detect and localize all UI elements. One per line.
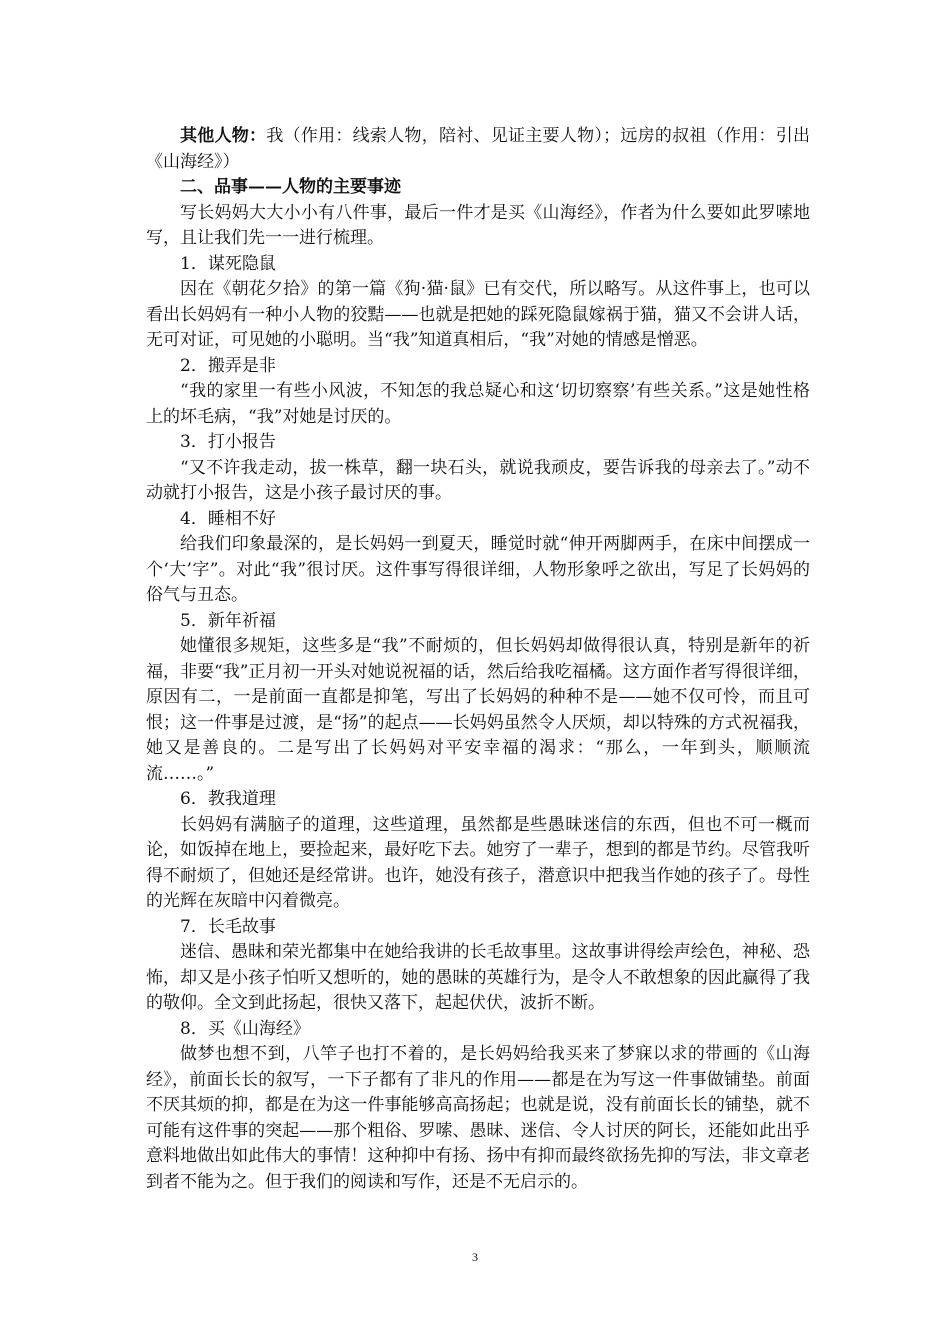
item-title: 3．打小报告 (180, 432, 276, 452)
item-title: 1．谋死隐鼠 (180, 253, 276, 274)
item-title: 8．买《山海经》 (180, 1018, 310, 1039)
page-number: 3 (472, 1250, 478, 1264)
item-paragraph: 因在《朝花夕拾》的第一篇《狗·猫·鼠》已有交代，所以略写。从这件事上，也可以看出长妈妈有一种小人物的狡黠——也就是把她的踩死隐鼠嫁祸于猫，猫又不会讲人话，无可对证，可见她的小聪明。当“我”知道真相后，“我”对她的情感是憎恶。 (146, 279, 810, 350)
item-title: 6．教我道理 (180, 789, 276, 809)
item-paragraph: 给我们印象最深的，是长妈妈一到夏天，睡觉时就“伸开两脚两手，在床中间摆成一个‘大’字”。对此“我”很讨厌。这件事写得很详细，人物形象呼之欲出，写足了长妈妈的俗气与丑态。 (146, 534, 810, 605)
item-title: 4．睡相不好 (180, 508, 276, 529)
intro-paragraph: 写长妈妈大大小小有八件事，最后一件才是买《山海经》，作者为什么要如此罗嗦地写，且让我们先一一进行梳理。 (146, 202, 810, 248)
section-heading: 二、品事——人物的主要事迹 (180, 177, 401, 197)
item-paragraph: “又不许我走动，拔一株草，翻一块石头，就说我顽皮，要告诉我的母亲去了。”动不动就打小报告，这是小孩子最讨厌的事。 (146, 457, 810, 503)
item-paragraph: “我的家里一有些小风波，不知怎的我总疑心和这‘切切察察’有些关系。”这是她性格上的坏毛病，“我”对她是讨厌的。 (146, 381, 810, 427)
item-title: 2．搬弄是非 (180, 355, 276, 376)
item-paragraph: 她懂很多规矩，这些多是“我”不耐烦的，但长妈妈却做得很认真，特别是新年的祈福，非要“我”正月初一开头对她说祝福的话，然后给我吃福橘。这方面作者写得很详细，原因有二，一是前面一直都是抑笔，写出了长妈妈的种种不是——她不仅可怜，而且可恨；这一件事是过渡，是“扬”的起点——长妈妈虽然令人厌烦，却以特殊的方式祝福我，她又是善良的。二是写出了长妈妈对平安幸福的渴求：“那么，一年到头，顺顺流流……。” (146, 636, 810, 784)
other-characters-text: 我（作用：线索人物，陪衬、见证主要人物）；远房的叔祖（作用：引出《山海经》） (146, 126, 811, 172)
item-title: 7．长毛故事 (180, 916, 276, 937)
item-paragraph: 长妈妈有满脑子的道理，这些道理，虽然都是些愚昧迷信的东西，但也不可一概而论，如饭掉在地上，要捡起来，最好吃下去。她穷了一辈子，想到的都是节约。尽管我听得不耐烦了，但她还是经常讲。也许，她没有孩子，潜意识中把我当作她的孩子了。母性的光辉在灰暗中闪着微亮。 (146, 814, 810, 911)
item-paragraph: 做梦也想不到，八竿子也打不着的，是长妈妈给我买来了梦寐以求的带画的《山海经》，前面长长的叙写，一下子都有了非凡的作用——都是在为写这一件事做铺垫。前面不厌其烦的抑，都是在为这一件事能够高高扬起；也就是说，没有前面长长的铺垫，就不可能有这件事的突起——那个粗俗、罗嗦、愚昧、迷信、令人讨厌的阿长，还能如此出乎意料地做出如此伟大的事情！这种抑中有扬、扬中有抑而最终欲扬先抑的写法，非文章老到者不能为之。但于我们的阅读和写作，还是不无启示的。 (146, 1044, 810, 1192)
other-characters-paragraph (146, 124, 810, 175)
item-paragraph: 迷信、愚昧和荣光都集中在她给我讲的长毛故事里。这故事讲得绘声绘色，神秘、恐怖，却又是小孩子怕听又想听的，她的愚昧的英雄行为，是令人不敢想象的因此赢得了我的敬仰。全文到此扬起，很快又落下，起起伏伏，波折不断。 (146, 942, 810, 1013)
other-characters-label: 其他人物： (180, 126, 267, 146)
item-title: 5．新年祈福 (180, 610, 276, 631)
document-body (146, 124, 810, 1195)
